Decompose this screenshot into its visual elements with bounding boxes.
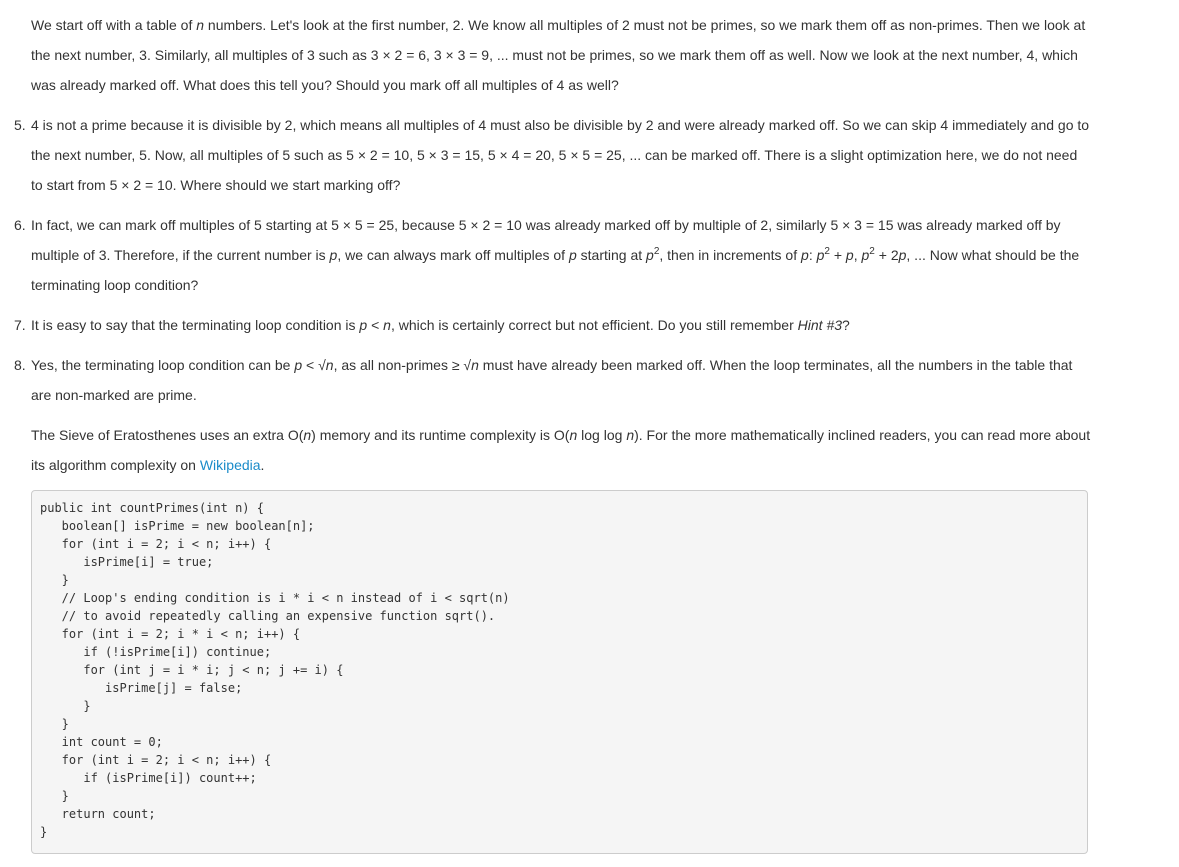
code-line: if (!isPrime[i]) continue; [40, 645, 272, 659]
text-fragment: , which is certainly correct but not efficient. Do you still remember [390, 317, 798, 333]
text-fragment: : [808, 247, 817, 263]
math-variable: n [196, 17, 205, 33]
text-fragment: + [829, 247, 846, 263]
text-fragment: Yes, the terminating loop condition can be [31, 357, 295, 373]
text-fragment: < [367, 317, 384, 333]
text-fragment: log log [577, 427, 627, 443]
math-variable: p [329, 247, 338, 263]
text-fragment: , we can always mark off multiples of [337, 247, 569, 263]
code-line: return count; [40, 807, 156, 821]
code-line: } [40, 825, 48, 839]
math-variable: p [359, 317, 368, 333]
code-line: boolean[] isPrime = new boolean[n]; [40, 519, 315, 533]
code-line: } [40, 699, 91, 713]
list-number: 6. [14, 217, 26, 233]
list-item-6 [14, 210, 1091, 300]
math-variable: p [816, 247, 825, 263]
text-fragment: numbers. Let's look at the first number, 2. We know all multiples of 2 must not be primes, so we mark them off as non-primes. Then we look at the next number, 3. Similarly, all multiples of 3 such as 3 × 2 = 6, 3 × 3 = 9, ... must not be primes, so we mark them off as well. Now we look at the next number, 4, which was already marked off. What does this tell you? Should you mark off all multiples of 4 as well? [31, 17, 1090, 93]
math-variable: Hint #3 [797, 317, 843, 333]
text-fragment: In fact, we can mark off multiples of 5 starting at 5 × 5 = 25, because 5 × 2 = 10 was already marked off by multiple of 2, similarly 5 × 3 = 15 was already marked off by multiple of 3. Therefore, if the current number is [31, 217, 1065, 263]
text-fragment: The Sieve of Eratosthenes uses an extra O( [31, 427, 304, 443]
math-variable: n [303, 427, 312, 443]
article-content [0, 10, 1179, 480]
text-fragment: , [853, 247, 862, 263]
code-line: isPrime[j] = false; [40, 681, 243, 695]
math-variable: n [325, 357, 334, 373]
text-fragment: , then in increments of [659, 247, 802, 263]
list-number: 7. [14, 317, 26, 333]
text-fragment: + 2 [874, 247, 899, 263]
math-variable: p [845, 247, 854, 263]
text-fragment: , ... Now what should be the terminating loop condition? [31, 247, 1084, 293]
math-variable: p [898, 247, 907, 263]
math-variable: n [569, 427, 578, 443]
code-line: // to avoid repeatedly calling an expensive function sqrt(). [40, 609, 496, 623]
list-item-8 [14, 350, 1091, 410]
superscript: 2 [869, 246, 875, 257]
math-variable: p [294, 357, 303, 373]
text-fragment: must have already been marked off. When the loop terminates, all the numbers in the table that are non-marked are prime. [31, 357, 1077, 403]
summary-paragraph [31, 420, 1094, 480]
math-variable: p [646, 247, 654, 263]
text-fragment: ) memory and its runtime complexity is O( [311, 427, 570, 443]
text-fragment: . [260, 457, 265, 473]
code-line: for (int j = i * i; j < n; j += i) { [40, 663, 344, 677]
math-variable: n [383, 317, 391, 333]
list-item-text [31, 310, 1091, 340]
code-line: } [40, 717, 69, 731]
list-item-text [31, 110, 1091, 200]
code-line: int count = 0; [40, 735, 163, 749]
text-fragment: ? [842, 317, 850, 333]
text-fragment: ). For the more mathematically inclined readers, you can read more about its algorithm complexity on [31, 427, 1094, 473]
superscript: 2 [653, 246, 660, 257]
code-line: // Loop's ending condition is i * i < n instead of i < sqrt(n) [40, 591, 510, 605]
list-number: 5. [14, 117, 26, 133]
list-item-text [31, 350, 1091, 410]
text-fragment: 4 is not a prime because it is divisible by 2, which means all multiples of 4 must also be divisible by 2 and were already marked off. So we can skip 4 immediately and go to the next number, 5. Now, all multiples of 5 such as 5 × 2 = 10, 5 × 3 = 15, 5 × 4 = 20, 5 × 5 = 25, ... can be marked off. There is a slight optimization here, we do not need to start from 5 × 2 = 10. Where should we start marking off? [31, 117, 1093, 193]
math-variable: p [861, 247, 870, 263]
intro-paragraph [31, 10, 1091, 100]
text-fragment: , as all non-primes ≥ √ [333, 357, 472, 373]
code-line: isPrime[i] = true; [40, 555, 214, 569]
code-line: for (int i = 2; i < n; i++) { [40, 753, 272, 767]
list-item-text [31, 210, 1091, 300]
text-fragment: We start off with a table of [31, 17, 197, 33]
code-line: for (int i = 2; i < n; i++) { [40, 537, 272, 551]
list-item-5 [14, 110, 1093, 200]
math-variable: p [568, 247, 577, 263]
code-line: public int countPrimes(int n) { [40, 501, 264, 515]
math-variable: p [801, 247, 809, 263]
text-fragment: starting at [576, 247, 647, 263]
code-line: if (isPrime[i]) count++; [40, 771, 257, 785]
code-line: } [40, 573, 69, 587]
list-number: 8. [14, 357, 26, 373]
code-line: } [40, 789, 69, 803]
math-variable: n [471, 357, 479, 373]
superscript: 2 [824, 246, 830, 257]
code-block [31, 490, 1088, 854]
text-fragment: It is easy to say that the terminating loop condition is [31, 317, 360, 333]
list-item-7 [14, 310, 1091, 340]
code-line: for (int i = 2; i * i < n; i++) { [40, 627, 301, 641]
wikipedia-link[interactable]: Wikipedia [199, 457, 261, 473]
math-variable: n [626, 427, 635, 443]
text-fragment: < √ [302, 357, 326, 373]
